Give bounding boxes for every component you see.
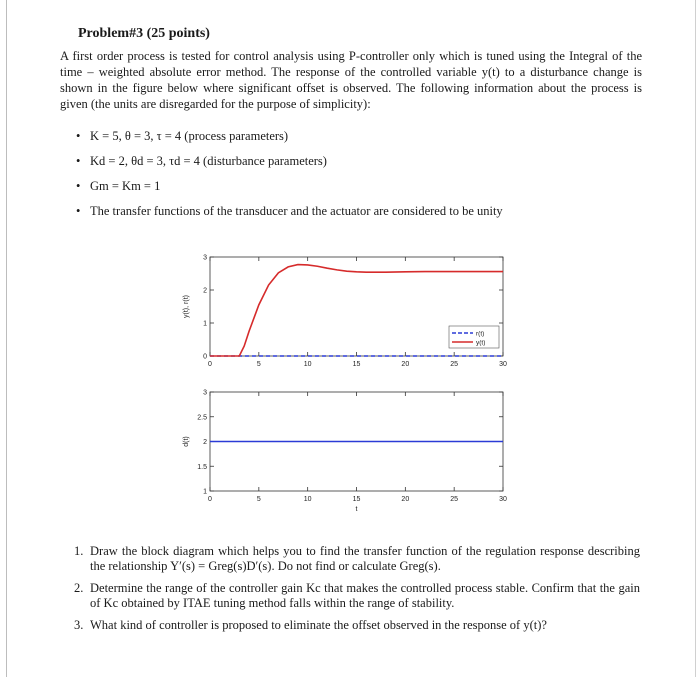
- plot1-xtick-label: 0: [208, 361, 212, 368]
- plot2-ytick-label: 2.5: [197, 414, 207, 422]
- plot2-xtick-label: 5: [256, 496, 261, 503]
- plot2-ylabel: d(t): [183, 436, 190, 447]
- plot2-ytick-label: 3: [203, 389, 207, 397]
- legend-label-yt: y(t): [476, 339, 486, 347]
- legend-box: [449, 326, 499, 348]
- plot1-xtick-label: 20: [401, 361, 410, 368]
- plot2-xtick-label: 15: [352, 496, 361, 503]
- plot1-xtick-label: 30: [499, 361, 507, 368]
- problem-intro: A first order process is tested for control analysis using P-controller only which is tuned using the Integral of the time – weighted absolute error method. The response of the controlled variable y(t) to a disturbance change is shown in the figure below where significant offset is observed. The following information about the process is given (the units are disregarded for the purpose of simplicity):: [60, 49, 642, 111]
- question-3-text: What kind of controller is proposed to eliminate the offset observed in the response of y(t)?: [90, 618, 547, 632]
- plot2-ytick-label: 1.5: [197, 463, 207, 471]
- plot1-xtick-label: 5: [256, 361, 261, 368]
- question-1: [74, 544, 640, 574]
- bullet-process-params: • K = 5, θ = 3, τ = 4 (process parameters): [76, 128, 503, 153]
- plot2-xlabel: t: [355, 506, 358, 513]
- plot1-ytick-label: 3: [203, 254, 207, 262]
- plot2-xtick-label: 20: [401, 496, 410, 503]
- question-1-text: Draw the block diagram which helps you to find the transfer function of the regulation response describing the relationship Y′(s) = Greg(s)D′(s). Do not find or calculate Greg(s).: [90, 544, 640, 573]
- question-list: [74, 544, 640, 640]
- question-2: [74, 581, 640, 611]
- plot2-xtick-label: 30: [499, 496, 507, 503]
- plot1-ylabel: y(t), r(t): [183, 295, 190, 318]
- plot-disturbance: [183, 390, 507, 514]
- response-figure: [160, 240, 540, 534]
- question-3: [74, 618, 640, 633]
- plot1-xtick-label: 15: [352, 361, 361, 368]
- plot2-ytick-label: 2: [203, 439, 207, 446]
- question-2-number: 2.: [74, 581, 84, 595]
- legend-label-rt: r(t): [476, 330, 485, 338]
- bullet-transducer-note: • The transfer functions of the transducer and the actuator are considered to be unity: [76, 203, 503, 228]
- plot2-ytick-label: 1: [203, 488, 207, 496]
- plot1-xtick-label: 25: [450, 361, 459, 368]
- plot1-ytick-label: 0: [203, 353, 207, 361]
- figure-svg: [160, 240, 540, 530]
- parameter-list: [76, 128, 503, 228]
- problem-title: Problem#3 (25 points): [78, 26, 210, 41]
- question-2-text: Determine the range of the controller gain Kc that makes the controlled process stable. Confirm that the gain of Kc obtained by ITAE tuning method falls within the range of stability.: [90, 581, 640, 610]
- plot2-xtick-label: 10: [303, 496, 312, 503]
- plot-output-response: [183, 255, 507, 369]
- plot1-ytick-label: 1: [203, 320, 207, 328]
- question-3-number: 3.: [74, 618, 84, 632]
- page-left-border: [6, 0, 7, 677]
- plot2-xtick-label: 0: [208, 496, 212, 503]
- plot2-xtick-label: 25: [450, 496, 459, 503]
- plot1-ytick-label: 2: [203, 287, 207, 295]
- bullet-disturbance-params: • Kd = 2, θd = 3, τd = 4 (disturbance parameters): [76, 153, 503, 178]
- question-1-number: 1.: [74, 544, 84, 558]
- plot1-xtick-label: 10: [303, 361, 312, 368]
- bullet-measurement-gains: • Gm = Km = 1: [76, 178, 503, 203]
- page-right-border: [695, 0, 696, 677]
